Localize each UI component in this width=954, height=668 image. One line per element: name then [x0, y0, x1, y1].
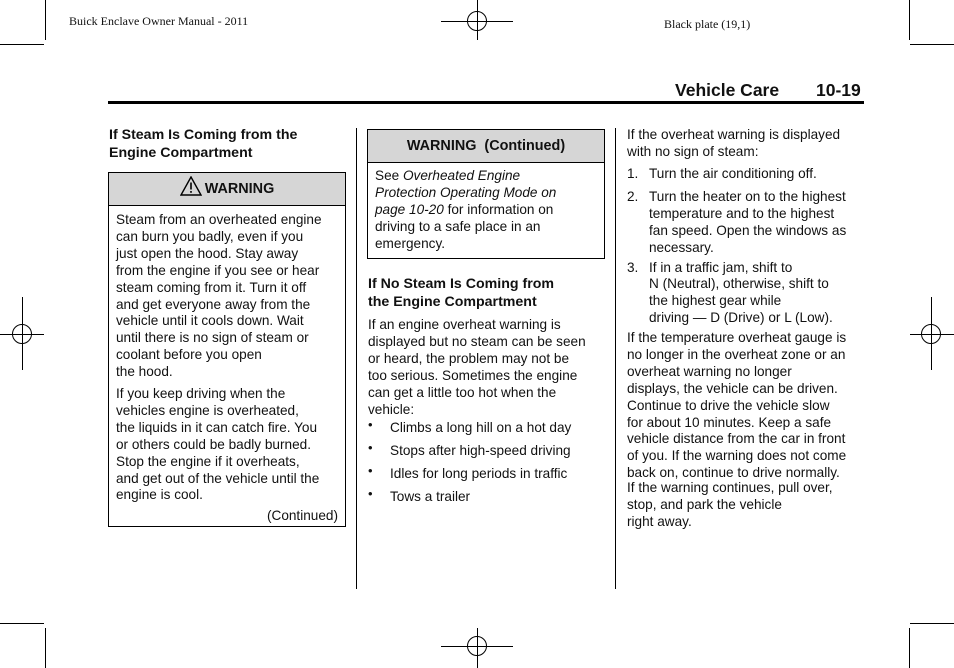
- text-line: Turn the air conditioning off.: [649, 166, 817, 181]
- bullet-icon: •: [368, 486, 373, 501]
- overheat-intro: [627, 127, 867, 161]
- warning-continued-text: [375, 168, 603, 253]
- text-line: vehicle distance from the car in front: [627, 431, 846, 447]
- text-line: driving — D (Drive) or L (Low).: [649, 310, 833, 326]
- text-line: and get everyone away from the: [116, 296, 311, 312]
- reference-text: Protection Operating Mode on: [375, 184, 557, 200]
- text-fragment: for information on: [443, 201, 554, 217]
- text-line: or heard, the problem may not be: [368, 350, 569, 366]
- text-line: too serious. Sometimes the engine: [368, 367, 578, 383]
- text-line: steam coming from it. Turn it off: [116, 279, 307, 295]
- column-divider: [356, 128, 357, 589]
- text-line: [375, 202, 603, 219]
- crop-mark: [910, 44, 954, 45]
- text-line: for about 10 minutes. Keep a safe: [627, 414, 832, 430]
- text-line: can burn you badly, even if you: [116, 228, 304, 244]
- warning-continued-box: [367, 129, 605, 259]
- list-item-text: Tows a trailer: [390, 489, 471, 504]
- step-number: 2.: [627, 189, 639, 204]
- text-line: no longer in the overheat zone or an: [627, 346, 846, 362]
- see-text: See: [375, 168, 403, 183]
- text-line: fan speed. Open the windows as: [649, 222, 847, 238]
- text-line: If the overheat warning is displayed: [627, 127, 841, 142]
- text-line: with no sign of steam:: [627, 143, 759, 159]
- text-line: N (Neutral), otherwise, shift to: [649, 276, 829, 292]
- text-line: right away.: [627, 513, 692, 529]
- crop-mark: [45, 628, 46, 668]
- registration-target-icon: [467, 11, 487, 31]
- text-line: and get out of the vehicle until the: [116, 470, 320, 486]
- registration-target-icon: [467, 636, 487, 656]
- no-steam-heading-line: If No Steam Is Coming from: [368, 276, 555, 292]
- text-line: vehicle until it cools down. Wait: [116, 313, 304, 329]
- text-line: stop, and park the vehicle: [627, 496, 782, 512]
- text-line: [375, 168, 603, 185]
- text-line: displayed but no steam can be seen: [368, 333, 586, 349]
- registration-target-icon: [921, 324, 941, 344]
- continued-label: (Continued): [266, 508, 338, 523]
- no-steam-heading: [368, 276, 608, 311]
- text-line: temperature and to the highest: [649, 205, 835, 221]
- list-item: [368, 486, 608, 512]
- warning-paragraph-1: [116, 212, 344, 381]
- text-line: coolant before you open: [116, 347, 262, 363]
- list-item: [368, 417, 608, 443]
- text-line: If the warning continues, pull over,: [627, 480, 833, 495]
- column-divider: [615, 128, 616, 589]
- text-line: vehicle:: [368, 401, 415, 417]
- no-steam-intro: [368, 317, 608, 418]
- crop-mark: [909, 628, 910, 668]
- text-line: the highest gear while: [649, 293, 782, 309]
- text-line: the hood.: [116, 364, 173, 380]
- crop-mark: [45, 0, 46, 40]
- text-line: engine is cool.: [116, 487, 203, 503]
- steps-list: [627, 166, 867, 327]
- crop-mark: [0, 44, 44, 45]
- text-line: If the temperature overheat gauge is: [627, 330, 847, 345]
- no-steam-heading-line: the Engine Compartment: [368, 293, 537, 310]
- text-line: If you keep driving when the: [116, 386, 286, 401]
- warning-paragraph-2: [116, 386, 344, 504]
- crop-mark: [909, 0, 910, 40]
- step-number: 1.: [627, 166, 639, 181]
- text-line: back on, continue to drive normally.: [627, 465, 840, 481]
- warning-box: [108, 172, 346, 527]
- steam-heading: [109, 127, 349, 162]
- text-line: If in a traffic jam, shift to: [649, 259, 793, 275]
- bullet-icon: •: [368, 440, 373, 455]
- step-number: 3.: [627, 259, 639, 275]
- page-reference-link[interactable]: page 10-20: [375, 201, 444, 217]
- text-line: Continue to drive the vehicle slow: [627, 397, 830, 413]
- text-line: the liquids in it can catch fire. You: [116, 419, 318, 435]
- header-rule: [108, 101, 864, 104]
- text-line: driving to a safe place in an: [375, 218, 541, 234]
- reference-text: Overheated Engine: [402, 168, 521, 183]
- list-item-text: Idles for long periods in traffic: [390, 466, 568, 481]
- text-line: vehicles engine is overheated,: [116, 402, 299, 418]
- plate-label: Black plate (19,1): [664, 17, 751, 31]
- text-line: from the engine if you see or hear: [116, 262, 320, 278]
- text-line: displays, the vehicle can be driven.: [627, 380, 838, 396]
- text-line: If an engine overheat warning is: [368, 317, 561, 332]
- text-line: Stop the engine if it overheats,: [116, 453, 300, 469]
- text-line: overheat warning no longer: [627, 363, 792, 379]
- bullet-list: [368, 417, 608, 512]
- registration-target-icon: [12, 324, 32, 344]
- crop-mark: [910, 623, 954, 624]
- text-line: until there is no sign of steam or: [116, 330, 309, 346]
- page-number: 10-19: [816, 80, 861, 100]
- text-line: of you. If the warning does not come: [627, 448, 847, 464]
- step-item: [627, 189, 867, 260]
- crop-mark: [0, 623, 44, 624]
- steam-heading-line: If Steam Is Coming from the: [109, 127, 298, 143]
- section-title: Vehicle Care: [675, 80, 780, 100]
- warning-title: WARNING: [204, 181, 275, 197]
- text-line: Turn the heater on to the highest: [649, 189, 846, 204]
- steam-heading-line: Engine Compartment: [109, 144, 253, 161]
- warning-triangle-icon: [180, 176, 202, 196]
- list-item: [368, 440, 608, 466]
- warning-header: [109, 173, 345, 206]
- bullet-icon: •: [368, 463, 373, 478]
- list-item-text: Climbs a long hill on a hot day: [390, 420, 572, 435]
- text-line: emergency.: [375, 235, 446, 251]
- bullet-icon: •: [368, 417, 373, 432]
- text-line: or others could be badly burned.: [116, 436, 311, 452]
- text-line: necessary.: [649, 239, 714, 255]
- gauge-paragraph: [627, 330, 867, 482]
- text-line: [375, 185, 603, 202]
- warning-continued-header: WARNING (Continued): [368, 130, 604, 163]
- final-paragraph: [627, 480, 867, 531]
- list-item: [368, 463, 608, 489]
- step-item: [627, 260, 867, 328]
- text-line: Steam from an overheated engine: [116, 212, 322, 227]
- text-line: just open the hood. Stay away: [116, 245, 299, 261]
- list-item-text: Stops after high-speed driving: [390, 443, 571, 458]
- manual-title: Buick Enclave Owner Manual - 2011: [69, 14, 249, 28]
- step-item: [627, 166, 867, 189]
- text-line: can get a little too hot when the: [368, 384, 557, 400]
